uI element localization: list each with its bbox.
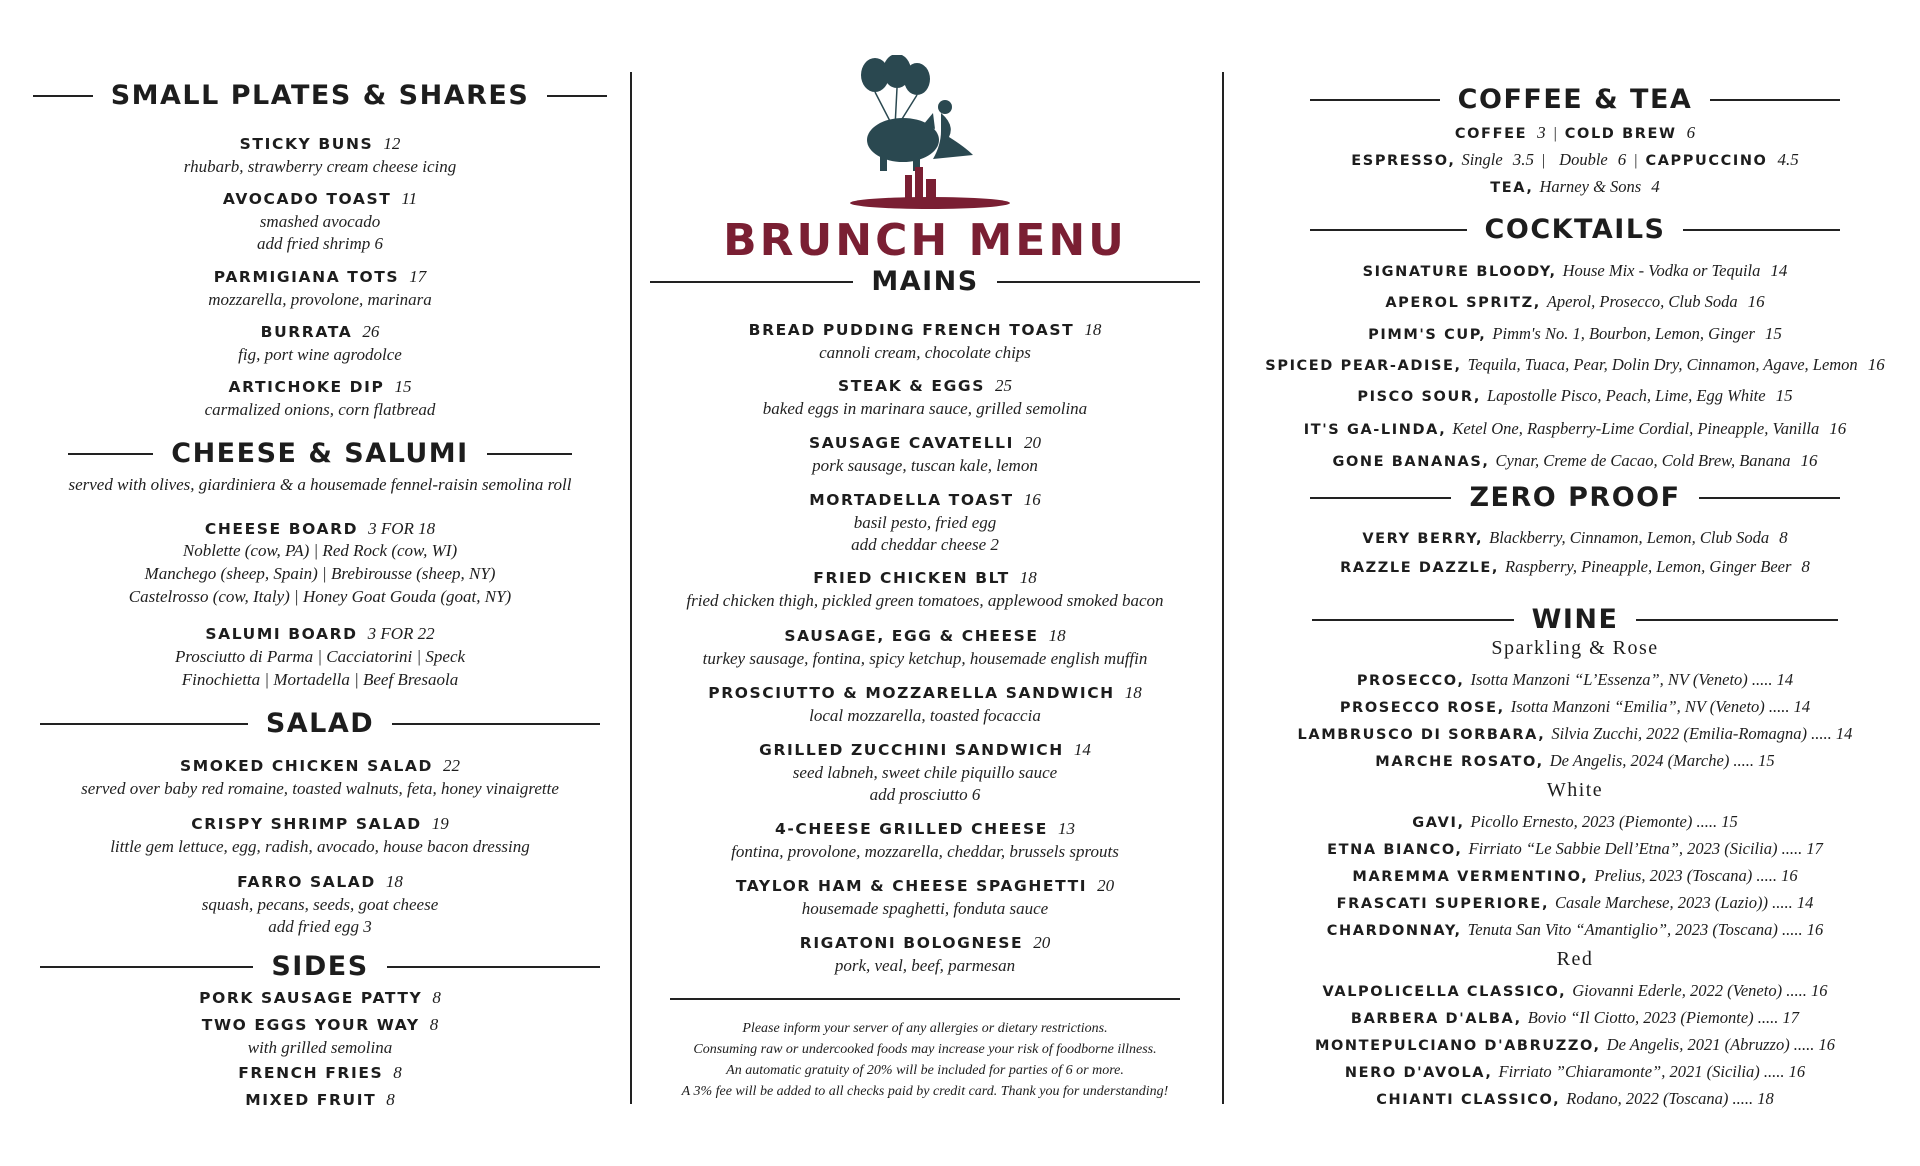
cheese-line: Noblette (cow, PA) | Red Rock (cow, WI) — [182, 541, 458, 560]
item-addon: add fried shrimp 6 — [256, 234, 384, 253]
header-rule — [1683, 229, 1840, 231]
item-price: 25 — [995, 376, 1013, 395]
coffee-line — [1240, 122, 1910, 145]
footnote-line: A 3% fee will be added to all checks paid by credit card. Thank you for understanding! — [681, 1084, 1169, 1099]
item-name: SAUSAGE CAVATELLI — [808, 434, 1015, 452]
wine-desc: De Angelis, 2024 (Marche) ..... 15 — [1549, 751, 1775, 770]
coffee-header — [1310, 84, 1840, 115]
cheese-line: Castelrosso (cow, Italy) | Honey Goat Gouda (goat, NY) — [128, 587, 512, 606]
item-price: 18 — [1084, 320, 1102, 339]
cold-brew-price: 6 — [1686, 123, 1696, 142]
wine-desc: Casale Marchese, 2023 (Lazio)) ..... 14 — [1555, 893, 1814, 912]
item-price: 18 — [1019, 568, 1037, 587]
drink-desc: Raspberry, Pineapple, Lemon, Ginger Beer — [1505, 557, 1792, 576]
item-price: 20 — [1033, 933, 1051, 952]
item-price: 16 — [1023, 490, 1041, 509]
drink-desc: Blackberry, Cinnamon, Lemon, Club Soda — [1489, 528, 1770, 547]
item-desc: cannoli cream, chocolate chips — [819, 343, 1031, 362]
wine-name: MONTEPULCIANO D'ABRUZZO, — [1314, 1038, 1601, 1054]
item-price: 20 — [1097, 876, 1115, 895]
cocktail-line — [1240, 450, 1910, 473]
menu-item — [650, 567, 1200, 612]
separator: | — [1553, 125, 1557, 142]
item-price: 8 — [386, 1090, 395, 1109]
espresso-single: Single — [1461, 150, 1503, 169]
item-desc: fried chicken thigh, pickled green tomatoes, applewood smoked bacon — [686, 591, 1164, 610]
item-price: 18 — [385, 872, 403, 891]
item-name: 4-CHEESE GRILLED CHEESE — [775, 820, 1048, 838]
drink-desc: House Mix - Vodka or Tequila — [1562, 261, 1761, 280]
wine-name: GAVI, — [1412, 815, 1465, 831]
salumi-line: Prosciutto di Parma | Cacciatorini | Speck — [174, 647, 466, 666]
header-rule — [392, 723, 600, 725]
wine-desc: Giovanni Ederle, 2022 (Veneto) ..... 16 — [1572, 981, 1828, 1000]
drink-price: 8 — [1779, 528, 1788, 547]
espresso-single-price: 3.5 — [1512, 150, 1534, 169]
header-rule — [997, 281, 1200, 283]
tea-desc: Harney & Sons — [1539, 177, 1642, 196]
small-plates-title: SMALL PLATES & SHARES — [110, 80, 530, 111]
item-desc: little gem lettuce, egg, radish, avocado, house bacon dressing — [110, 837, 530, 856]
small-plates-header — [40, 80, 600, 111]
drink-desc: Cynar, Creme de Cacao, Cold Brew, Banana — [1495, 451, 1791, 470]
item-addon: add fried egg 3 — [268, 917, 372, 936]
wine-name: PROSECCO ROSE, — [1339, 700, 1505, 716]
menu-item — [650, 432, 1200, 477]
drink-price: 16 — [1829, 419, 1847, 438]
item-price: 14 — [1073, 740, 1091, 759]
middle-column — [650, 0, 1200, 1166]
pig-balloons-logo-icon — [845, 55, 1015, 210]
wine-desc: Silvia Zucchi, 2022 (Emilia-Romagna) ..... 14 — [1551, 724, 1853, 743]
zero-proof-line — [1240, 556, 1910, 579]
item-price: 20 — [1024, 433, 1042, 452]
wine-name: NERO D'AVOLA, — [1344, 1065, 1493, 1081]
item-name: FARRO SALAD — [237, 873, 376, 891]
drink-name: APEROL SPRITZ, — [1385, 295, 1541, 311]
cocktail-line — [1240, 260, 1910, 283]
footnote-line: Please inform your server of any allergies or dietary restrictions. — [742, 1021, 1108, 1036]
item-desc: with grilled semolina — [247, 1038, 393, 1057]
item-desc: squash, pecans, seeds, goat cheese — [201, 895, 439, 914]
drink-name: PIMM'S CUP, — [1368, 327, 1487, 343]
wine-desc: Picollo Ernesto, 2023 (Piemonte) ..... 15 — [1470, 812, 1738, 831]
wine-line — [1240, 669, 1910, 692]
item-price: 19 — [431, 814, 449, 833]
item-name: STEAK & EGGS — [837, 377, 986, 395]
wine-desc: Isotta Manzoni “Emilia”, NV (Veneto) ..... 14 — [1510, 697, 1811, 716]
item-desc: seed labneh, sweet chile piquillo sauce — [792, 763, 1058, 782]
header-rule — [40, 723, 248, 725]
item-desc: fig, port wine agrodolce — [238, 345, 402, 364]
item-name: CHEESE BOARD — [204, 520, 359, 538]
left-column — [40, 0, 600, 1166]
wine-line — [1240, 1088, 1910, 1111]
menu-item — [650, 875, 1200, 920]
item-price: 3 FOR 18 — [368, 519, 436, 538]
tea-line — [1240, 176, 1910, 199]
menu-item — [40, 1089, 600, 1112]
wine-desc: Bovio “Il Ciotto, 2023 (Piemonte) ..... 17 — [1527, 1008, 1800, 1027]
wine-line — [1240, 1061, 1910, 1084]
wine-line — [1240, 980, 1910, 1003]
footnote-rule — [670, 998, 1180, 1000]
item-name: FRENCH FRIES — [238, 1064, 384, 1082]
item-name: CRISPY SHRIMP SALAD — [191, 815, 422, 833]
item-name: STICKY BUNS — [239, 135, 374, 153]
menu-item — [40, 623, 600, 646]
item-desc: served over baby red romaine, toasted walnuts, feta, honey vinaigrette — [81, 779, 559, 798]
drink-desc: Ketel One, Raspberry-Lime Cordial, Pineapple, Vanilla — [1452, 419, 1820, 438]
menu-item — [40, 871, 600, 938]
cheese-header — [40, 438, 600, 469]
drink-name: SIGNATURE BLOODY, — [1362, 264, 1557, 280]
item-desc: carmalized onions, corn flatbread — [204, 400, 436, 419]
menu-item — [40, 1062, 600, 1085]
wine-group-label: White — [1546, 779, 1604, 801]
wine-line — [1240, 750, 1910, 773]
drink-name: GONE BANANAS, — [1332, 454, 1490, 470]
header-rule — [1310, 497, 1451, 499]
wine-name: FRASCATI SUPERIORE, — [1336, 896, 1550, 912]
cocktail-line — [1240, 323, 1910, 346]
item-addon: add prosciutto 6 — [869, 785, 981, 804]
item-name: BREAD PUDDING FRENCH TOAST — [748, 321, 1075, 339]
item-price: 3 FOR 22 — [367, 624, 435, 643]
header-rule — [1710, 99, 1840, 101]
drink-price: 16 — [1747, 292, 1765, 311]
cocktail-line — [1240, 385, 1910, 408]
menu-item — [40, 266, 600, 311]
cocktail-line — [1240, 291, 1910, 314]
header-rule — [1310, 229, 1467, 231]
drink-price: 16 — [1867, 355, 1885, 374]
menu-item — [650, 375, 1200, 420]
item-price: 26 — [362, 322, 380, 341]
drink-price: 15 — [1764, 324, 1782, 343]
zero-proof-header — [1310, 482, 1840, 513]
item-name: BURRATA — [260, 323, 353, 341]
item-price: 11 — [401, 189, 418, 208]
item-desc: smashed avocado — [259, 212, 381, 231]
salad-header — [40, 708, 600, 739]
drink-price: 16 — [1800, 451, 1818, 470]
wine-desc: Rodano, 2022 (Toscana) ..... 18 — [1566, 1089, 1774, 1108]
wine-line — [1240, 1007, 1910, 1030]
cheese-intro: served with olives, giardiniera & a housemade fennel-raisin semolina roll — [68, 475, 572, 494]
wine-line — [1240, 865, 1910, 888]
item-price: 8 — [432, 988, 441, 1007]
cheese-title: CHEESE & SALUMI — [171, 438, 469, 469]
column-divider — [630, 72, 632, 1104]
zero-proof-line — [1240, 527, 1910, 550]
item-name: PORK SAUSAGE PATTY — [199, 989, 423, 1007]
drink-name: IT'S GA-LINDA, — [1303, 422, 1447, 438]
cocktail-line — [1240, 354, 1910, 377]
menu-item — [650, 625, 1200, 670]
tea-price: 4 — [1651, 177, 1660, 196]
salad-title: SALAD — [265, 708, 375, 739]
item-name: PROSCIUTTO & MOZZARELLA SANDWICH — [708, 684, 1115, 702]
drink-price: 15 — [1775, 386, 1793, 405]
menu-item — [650, 682, 1200, 727]
drink-desc: Pimm's No. 1, Bourbon, Lemon, Ginger — [1492, 324, 1755, 343]
cocktails-header — [1310, 214, 1840, 245]
espresso-double-price: 6 — [1617, 150, 1627, 169]
menu-item — [40, 813, 600, 858]
wine-line — [1240, 696, 1910, 719]
menu-item — [40, 321, 600, 366]
item-price: 17 — [409, 267, 427, 286]
drink-name: RAZZLE DAZZLE, — [1340, 560, 1500, 576]
header-rule — [40, 966, 253, 968]
header-rule — [1310, 99, 1440, 101]
drink-price: 8 — [1801, 557, 1810, 576]
item-price: 15 — [394, 377, 412, 396]
header-rule — [68, 453, 153, 455]
item-price: 18 — [1048, 626, 1066, 645]
cappuccino-name: CAPPUCCINO — [1645, 153, 1768, 169]
wine-desc: Tenuta San Vito “Amantiglio”, 2023 (Toscana) ..... 16 — [1467, 920, 1824, 939]
espresso-double: Double — [1559, 150, 1608, 169]
tea-name: TEA, — [1490, 180, 1534, 196]
column-divider — [1222, 72, 1224, 1104]
wine-desc: Prelius, 2023 (Toscana) ..... 16 — [1594, 866, 1798, 885]
item-name: TAYLOR HAM & CHEESE SPAGHETTI — [735, 877, 1088, 895]
item-desc: fontina, provolone, mozzarella, cheddar, brussels sprouts — [731, 842, 1119, 861]
wine-name: ETNA BIANCO, — [1327, 842, 1463, 858]
wine-name: BARBERA D'ALBA, — [1350, 1011, 1522, 1027]
footnotes — [650, 1018, 1200, 1102]
item-name: SAUSAGE, EGG & CHEESE — [784, 627, 1039, 645]
wine-name: MARCHE ROSATO, — [1375, 754, 1544, 770]
item-name: SALUMI BOARD — [205, 625, 358, 643]
header-rule — [650, 281, 853, 283]
header-rule — [1636, 619, 1838, 621]
mains-title: MAINS — [871, 266, 979, 297]
menu-item — [650, 319, 1200, 364]
wine-line — [1240, 1034, 1910, 1057]
menu-item — [40, 518, 600, 541]
item-name: FRIED CHICKEN BLT — [813, 569, 1010, 587]
menu-item — [40, 133, 600, 178]
wine-name: VALPOLICELLA CLASSICO, — [1322, 984, 1567, 1000]
drink-desc: Tequila, Tuaca, Pear, Dolin Dry, Cinnamon, Agave, Lemon — [1467, 355, 1858, 374]
wine-desc: De Angelis, 2021 (Abruzzo) ..... 16 — [1606, 1035, 1836, 1054]
menu-item — [650, 818, 1200, 863]
menu-item — [40, 987, 600, 1010]
menu-item — [40, 376, 600, 421]
wine-group-label: Sparkling & Rose — [1491, 637, 1659, 659]
item-price: 13 — [1058, 819, 1075, 838]
cocktails-title: COCKTAILS — [1484, 214, 1666, 245]
wine-name: PROSECCO, — [1356, 673, 1465, 689]
item-price: 22 — [442, 756, 460, 775]
cheese-line: Manchego (sheep, Spain) | Brebirousse (sheep, NY) — [144, 564, 496, 583]
menu-item — [40, 188, 600, 255]
footnote-line: An automatic gratuity of 20% will be included for parties of 6 or more. — [726, 1063, 1124, 1078]
header-rule — [33, 95, 93, 97]
wine-name: CHARDONNAY, — [1326, 923, 1462, 939]
item-desc: pork sausage, tuscan kale, lemon — [812, 456, 1038, 475]
header-rule — [1312, 619, 1514, 621]
drink-desc: Lapostolle Pisco, Peach, Lime, Egg White — [1486, 386, 1766, 405]
item-name: MORTADELLA TOAST — [809, 491, 1014, 509]
item-name: MIXED FRUIT — [245, 1091, 377, 1109]
separator: | — [1541, 152, 1546, 169]
item-desc: mozzarella, provolone, marinara — [208, 290, 432, 309]
wine-desc: Firriato ”Chiaramonte”, 2021 (Sicilia) ..... 16 — [1498, 1062, 1806, 1081]
coffee-price: 3 — [1537, 123, 1546, 142]
item-price: 12 — [383, 134, 401, 153]
coffee-title: COFFEE & TEA — [1457, 84, 1693, 115]
item-desc: local mozzarella, toasted focaccia — [809, 706, 1041, 725]
item-name: AVOCADO TOAST — [222, 190, 392, 208]
wine-line — [1240, 919, 1910, 942]
menu-item — [650, 739, 1200, 806]
menu-item — [40, 1014, 600, 1059]
cocktail-line — [1240, 418, 1910, 441]
wine-desc: Firriato “Le Sabbie Dell’Etna”, 2023 (Sicilia) ..... 17 — [1468, 839, 1823, 858]
item-desc: baked eggs in marinara sauce, grilled semolina — [762, 399, 1088, 418]
coffee-name: COFFEE — [1454, 126, 1528, 142]
item-desc: turkey sausage, fontina, spicy ketchup, housemade english muffin — [702, 649, 1148, 668]
espresso-line — [1240, 149, 1910, 172]
separator: | — [1634, 152, 1638, 169]
wine-line — [1240, 838, 1910, 861]
item-desc: housemade spaghetti, fonduta sauce — [801, 899, 1049, 918]
drink-desc: Aperol, Prosecco, Club Soda — [1546, 292, 1738, 311]
espresso-name: ESPRESSO, — [1351, 153, 1456, 169]
wine-desc: Isotta Manzoni “L’Essenza”, NV (Veneto) ..... 14 — [1470, 670, 1794, 689]
item-desc: pork, veal, beef, parmesan — [834, 956, 1016, 975]
item-desc: basil pesto, fried egg — [853, 513, 997, 532]
drink-price: 14 — [1770, 261, 1788, 280]
wine-line — [1240, 811, 1910, 834]
zero-proof-title: ZERO PROOF — [1469, 482, 1681, 513]
drink-name: VERY BERRY, — [1362, 531, 1484, 547]
wine-name: MAREMMA VERMENTINO, — [1352, 869, 1589, 885]
item-price: 8 — [429, 1015, 439, 1034]
menu-item — [40, 755, 600, 800]
sides-title: SIDES — [271, 951, 369, 982]
wine-name: CHIANTI CLASSICO, — [1376, 1092, 1561, 1108]
wine-group-label: Red — [1556, 948, 1594, 970]
item-name: RIGATONI BOLOGNESE — [799, 934, 1024, 952]
header-rule — [487, 453, 572, 455]
item-price: 18 — [1124, 683, 1142, 702]
header-rule — [1699, 497, 1840, 499]
menu-item — [650, 489, 1200, 556]
wine-line — [1240, 892, 1910, 915]
item-name: TWO EGGS YOUR WAY — [201, 1016, 420, 1034]
drink-name: SPICED PEAR-ADISE, — [1265, 358, 1462, 374]
mains-header — [650, 266, 1200, 297]
sides-header — [40, 951, 600, 982]
drink-name: PISCO SOUR, — [1357, 389, 1481, 405]
cold-brew-name: COLD BREW — [1564, 126, 1677, 142]
item-addon: add cheddar cheese 2 — [851, 535, 999, 554]
wine-header — [1312, 604, 1838, 635]
footnote-line: Consuming raw or undercooked foods may increase your risk of foodborne illness. — [693, 1042, 1157, 1057]
right-column — [1240, 0, 1910, 1166]
menu-item — [650, 932, 1200, 977]
wine-line — [1240, 723, 1910, 746]
item-price: 8 — [393, 1063, 402, 1082]
cappuccino-price: 4.5 — [1777, 150, 1799, 169]
wine-title: WINE — [1531, 604, 1619, 635]
item-name: ARTICHOKE DIP — [228, 378, 385, 396]
item-name: PARMIGIANA TOTS — [213, 268, 400, 286]
header-rule — [547, 95, 607, 97]
item-name: GRILLED ZUCCHINI SANDWICH — [759, 741, 1064, 759]
item-desc: rhubarb, strawberry cream cheese icing — [183, 157, 457, 176]
salumi-line: Finochietta | Mortadella | Beef Bresaola — [181, 670, 459, 689]
header-rule — [387, 966, 600, 968]
item-name: SMOKED CHICKEN SALAD — [180, 757, 433, 775]
brand-title: BRUNCH MENU — [723, 215, 1127, 266]
wine-name: LAMBRUSCO DI SORBARA, — [1297, 727, 1546, 743]
